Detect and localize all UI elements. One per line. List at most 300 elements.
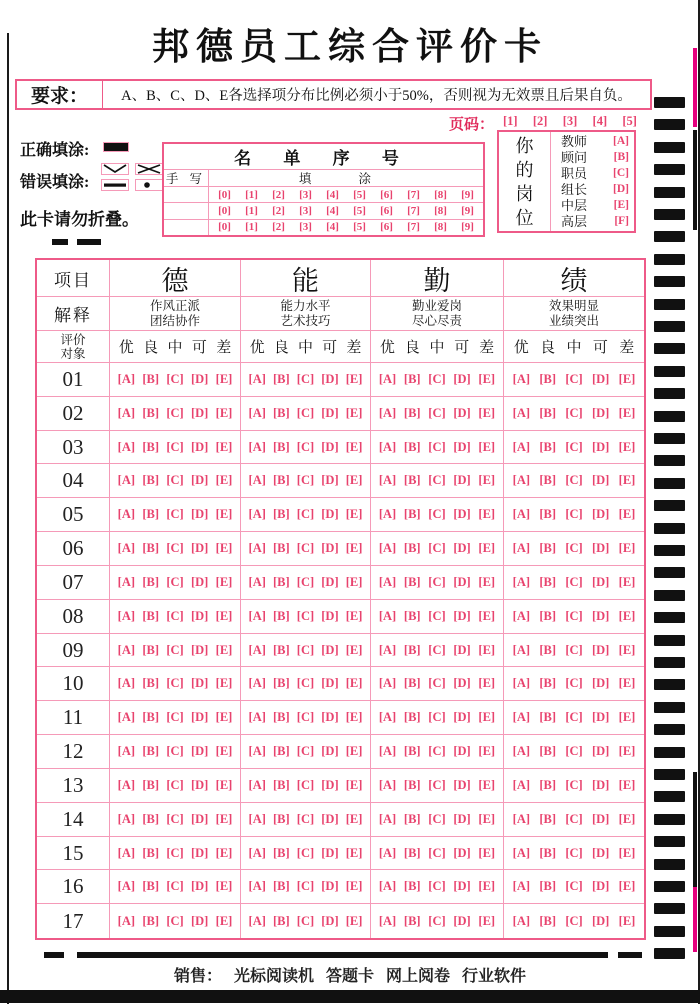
answer-option[interactable]: [C] [166,744,184,759]
answer-option[interactable]: [B] [142,473,159,488]
answer-option[interactable]: [E] [215,913,233,928]
answer-option[interactable]: [B] [403,879,421,894]
answer-option[interactable]: [E] [478,439,496,454]
answer-option[interactable]: [B] [539,541,556,556]
answer-option[interactable]: [A] [512,777,531,792]
handwrite-cell[interactable] [164,220,209,235]
answer-option[interactable]: [A] [117,913,136,928]
answer-option[interactable]: [C] [296,777,315,792]
answer-option[interactable]: [C] [565,473,583,488]
answer-option[interactable]: [E] [345,676,363,691]
answer-option[interactable]: [A] [117,371,136,386]
answer-option[interactable]: [B] [142,439,159,454]
answer-option[interactable]: [B] [403,574,421,589]
answer-option[interactable]: [B] [403,913,421,928]
answer-option[interactable]: [C] [428,507,446,522]
answer-option[interactable]: [A] [117,574,136,589]
answer-option[interactable]: [B] [142,405,159,420]
digit-option[interactable]: [3] [299,204,312,217]
answer-option[interactable]: [D] [591,744,610,759]
answer-option[interactable]: [E] [478,642,496,657]
digit-option[interactable]: [7] [407,221,420,234]
answer-option[interactable]: [C] [166,879,184,894]
answer-option[interactable]: [A] [378,507,397,522]
answer-option[interactable]: [C] [428,676,446,691]
answer-option[interactable]: [B] [273,676,290,691]
answer-option[interactable]: [A] [512,473,531,488]
answer-option[interactable]: [E] [215,574,233,589]
page-number-option[interactable]: [5] [622,114,637,128]
position-option-key[interactable]: [C] [613,167,629,180]
answer-option[interactable]: [C] [296,473,315,488]
answer-option[interactable]: [B] [539,777,556,792]
answer-option[interactable]: [B] [403,371,421,386]
answer-option[interactable]: [A] [512,405,531,420]
answer-option[interactable]: [B] [273,913,290,928]
answer-option[interactable]: [C] [166,845,184,860]
answer-option[interactable]: [A] [117,676,136,691]
answer-option[interactable]: [A] [378,845,397,860]
digit-option[interactable]: [2] [272,188,285,201]
answer-option[interactable]: [A] [512,811,531,826]
answer-option[interactable]: [B] [539,371,556,386]
answer-option[interactable]: [C] [166,371,184,386]
answer-option[interactable]: [C] [428,744,446,759]
answer-option[interactable]: [A] [117,507,136,522]
answer-option[interactable]: [B] [142,777,159,792]
answer-option[interactable]: [B] [539,845,556,860]
answer-option[interactable]: [D] [190,371,209,386]
answer-option[interactable]: [A] [248,710,266,725]
answer-option[interactable]: [B] [403,777,421,792]
answer-option[interactable]: [C] [166,574,184,589]
answer-option[interactable]: [B] [403,710,421,725]
answer-option[interactable]: [B] [142,710,159,725]
answer-option[interactable]: [C] [166,811,184,826]
answer-option[interactable]: [A] [117,744,136,759]
answer-option[interactable]: [E] [478,676,496,691]
answer-option[interactable]: [C] [565,574,583,589]
answer-option[interactable]: [A] [512,541,531,556]
answer-option[interactable]: [D] [453,676,471,691]
answer-option[interactable]: [B] [539,574,556,589]
answer-option[interactable]: [B] [539,473,556,488]
answer-option[interactable]: [A] [512,845,531,860]
answer-option[interactable]: [E] [345,879,363,894]
answer-option[interactable]: [D] [190,710,209,725]
answer-option[interactable]: [A] [378,777,397,792]
answer-option[interactable]: [A] [512,371,531,386]
answer-option[interactable]: [C] [565,710,583,725]
answer-option[interactable]: [D] [453,777,471,792]
answer-option[interactable]: [C] [166,541,184,556]
answer-option[interactable]: [D] [591,608,610,623]
answer-option[interactable]: [A] [117,845,136,860]
answer-option[interactable]: [C] [296,608,315,623]
answer-option[interactable]: [D] [321,405,339,420]
answer-option[interactable]: [D] [453,608,471,623]
answer-option[interactable]: [C] [296,845,315,860]
handwrite-cell[interactable] [164,203,209,218]
answer-option[interactable]: [B] [539,676,556,691]
digit-option[interactable]: [7] [407,188,420,201]
answer-option[interactable]: [B] [142,744,159,759]
answer-option[interactable]: [E] [345,710,363,725]
answer-option[interactable]: [B] [273,541,290,556]
answer-option[interactable]: [A] [378,541,397,556]
digit-option[interactable]: [2] [272,221,285,234]
answer-option[interactable]: [E] [345,777,363,792]
answer-option[interactable]: [A] [378,473,397,488]
answer-option[interactable]: [E] [215,473,233,488]
answer-option[interactable]: [C] [428,473,446,488]
answer-option[interactable]: [E] [215,710,233,725]
answer-option[interactable]: [D] [190,541,209,556]
answer-option[interactable]: [A] [512,913,531,928]
answer-option[interactable]: [B] [273,439,290,454]
answer-option[interactable]: [A] [378,439,397,454]
answer-option[interactable]: [B] [539,608,556,623]
answer-option[interactable]: [B] [539,913,556,928]
answer-option[interactable]: [A] [248,574,266,589]
answer-option[interactable]: [D] [453,541,471,556]
answer-option[interactable]: [B] [142,507,159,522]
answer-option[interactable]: [D] [190,811,209,826]
answer-option[interactable]: [B] [142,371,159,386]
answer-option[interactable]: [D] [591,913,610,928]
answer-option[interactable]: [B] [273,744,290,759]
digit-option[interactable]: [0] [218,204,231,217]
answer-option[interactable]: [A] [117,473,136,488]
answer-option[interactable]: [E] [478,473,496,488]
position-option-key[interactable]: [B] [613,151,629,164]
answer-option[interactable]: [C] [428,574,446,589]
answer-option[interactable]: [A] [117,642,136,657]
digit-option[interactable]: [3] [299,188,312,201]
answer-option[interactable]: [A] [248,676,266,691]
answer-option[interactable]: [E] [618,473,636,488]
digit-option[interactable]: [2] [272,204,285,217]
answer-option[interactable]: [E] [478,405,496,420]
position-option-key[interactable]: [F] [614,214,629,227]
answer-option[interactable]: [E] [618,710,636,725]
answer-option[interactable]: [E] [215,845,233,860]
answer-option[interactable]: [E] [345,473,363,488]
answer-option[interactable]: [B] [403,744,421,759]
answer-option[interactable]: [D] [453,845,471,860]
answer-option[interactable]: [C] [565,439,583,454]
answer-option[interactable]: [D] [190,913,209,928]
answer-option[interactable]: [A] [378,710,397,725]
digit-option[interactable]: [4] [326,188,339,201]
digit-option[interactable]: [9] [461,188,474,201]
answer-option[interactable]: [D] [190,777,209,792]
digit-option[interactable]: [5] [353,188,366,201]
answer-option[interactable]: [D] [190,473,209,488]
answer-option[interactable]: [A] [117,710,136,725]
answer-option[interactable]: [D] [591,642,610,657]
answer-option[interactable]: [D] [321,777,339,792]
answer-option[interactable]: [A] [117,439,136,454]
answer-option[interactable]: [C] [428,439,446,454]
answer-option[interactable]: [E] [345,744,363,759]
answer-option[interactable]: [B] [273,473,290,488]
answer-option[interactable]: [A] [248,879,266,894]
answer-option[interactable]: [E] [215,811,233,826]
answer-option[interactable]: [C] [166,608,184,623]
answer-option[interactable]: [B] [539,879,556,894]
answer-option[interactable]: [B] [142,676,159,691]
digit-option[interactable]: [8] [434,221,447,234]
answer-option[interactable]: [A] [512,642,531,657]
digit-option[interactable]: [4] [326,221,339,234]
answer-option[interactable]: [E] [478,541,496,556]
answer-option[interactable]: [A] [512,608,531,623]
answer-option[interactable]: [D] [321,507,339,522]
answer-option[interactable]: [E] [618,507,636,522]
answer-option[interactable]: [D] [321,473,339,488]
answer-option[interactable]: [D] [453,473,471,488]
answer-option[interactable]: [C] [565,642,583,657]
answer-option[interactable]: [D] [321,879,339,894]
answer-option[interactable]: [C] [296,574,315,589]
answer-option[interactable]: [E] [345,405,363,420]
answer-option[interactable]: [D] [591,777,610,792]
answer-option[interactable]: [B] [403,405,421,420]
answer-option[interactable]: [D] [321,541,339,556]
digit-option[interactable]: [0] [218,188,231,201]
answer-option[interactable]: [B] [403,473,421,488]
answer-option[interactable]: [A] [117,811,136,826]
answer-option[interactable]: [E] [618,541,636,556]
answer-option[interactable]: [B] [539,405,556,420]
answer-option[interactable]: [C] [565,405,583,420]
digit-option[interactable]: [8] [434,188,447,201]
answer-option[interactable]: [E] [478,777,496,792]
answer-option[interactable]: [C] [166,777,184,792]
answer-option[interactable]: [D] [321,574,339,589]
answer-option[interactable]: [D] [591,439,610,454]
answer-option[interactable]: [A] [248,371,266,386]
answer-option[interactable]: [C] [428,879,446,894]
answer-option[interactable]: [B] [273,507,290,522]
answer-option[interactable]: [E] [618,913,636,928]
answer-option[interactable]: [E] [478,913,496,928]
answer-option[interactable]: [D] [591,405,610,420]
answer-option[interactable]: [E] [345,439,363,454]
answer-option[interactable]: [E] [345,371,363,386]
answer-option[interactable]: [E] [618,642,636,657]
answer-option[interactable]: [A] [248,744,266,759]
answer-option[interactable]: [E] [478,710,496,725]
digit-option[interactable]: [9] [461,221,474,234]
answer-option[interactable]: [E] [215,507,233,522]
answer-option[interactable]: [A] [512,744,531,759]
answer-option[interactable]: [D] [321,811,339,826]
answer-option[interactable]: [C] [296,879,315,894]
answer-option[interactable]: [B] [142,608,159,623]
answer-option[interactable]: [C] [296,811,315,826]
answer-option[interactable]: [A] [378,405,397,420]
answer-option[interactable]: [D] [591,811,610,826]
answer-option[interactable]: [A] [248,473,266,488]
answer-option[interactable]: [A] [117,541,136,556]
answer-option[interactable]: [A] [248,642,266,657]
answer-option[interactable]: [B] [273,371,290,386]
answer-option[interactable]: [E] [618,371,636,386]
answer-option[interactable]: [D] [190,405,209,420]
answer-option[interactable]: [D] [190,879,209,894]
answer-option[interactable]: [C] [428,811,446,826]
answer-option[interactable]: [A] [117,777,136,792]
answer-option[interactable]: [B] [403,608,421,623]
answer-option[interactable]: [D] [190,676,209,691]
answer-option[interactable]: [D] [190,439,209,454]
answer-option[interactable]: [D] [453,439,471,454]
digit-option[interactable]: [5] [353,221,366,234]
answer-option[interactable]: [C] [565,811,583,826]
position-option-key[interactable]: [D] [613,182,629,195]
answer-option[interactable]: [D] [321,608,339,623]
answer-option[interactable]: [D] [591,507,610,522]
answer-option[interactable]: [B] [142,574,159,589]
answer-option[interactable]: [B] [142,642,159,657]
answer-option[interactable]: [A] [248,913,266,928]
digit-option[interactable]: [6] [380,188,393,201]
answer-option[interactable]: [E] [618,405,636,420]
answer-option[interactable]: [C] [565,541,583,556]
answer-option[interactable]: [E] [215,405,233,420]
answer-option[interactable]: [D] [453,913,471,928]
digit-option[interactable]: [1] [245,188,258,201]
answer-option[interactable]: [A] [378,744,397,759]
answer-option[interactable]: [D] [321,371,339,386]
answer-option[interactable]: [D] [190,642,209,657]
answer-option[interactable]: [E] [215,676,233,691]
answer-option[interactable]: [A] [248,777,266,792]
answer-option[interactable]: [C] [428,371,446,386]
answer-option[interactable]: [B] [142,541,159,556]
answer-option[interactable]: [C] [428,642,446,657]
answer-option[interactable]: [C] [166,439,184,454]
answer-option[interactable]: [A] [378,676,397,691]
answer-option[interactable]: [E] [618,811,636,826]
answer-option[interactable]: [E] [618,574,636,589]
answer-option[interactable]: [A] [378,913,397,928]
position-option-key[interactable]: [A] [613,135,629,148]
answer-option[interactable]: [B] [403,676,421,691]
answer-option[interactable]: [E] [478,574,496,589]
answer-option[interactable]: [E] [618,744,636,759]
answer-option[interactable]: [E] [345,811,363,826]
answer-option[interactable]: [D] [591,371,610,386]
answer-option[interactable]: [B] [142,845,159,860]
answer-option[interactable]: [C] [296,405,315,420]
page-number-option[interactable]: [2] [532,114,548,128]
answer-option[interactable]: [E] [618,676,636,691]
answer-option[interactable]: [E] [478,744,496,759]
answer-option[interactable]: [E] [215,439,233,454]
answer-option[interactable]: [C] [166,710,184,725]
page-number-option[interactable]: [3] [562,114,578,128]
answer-option[interactable]: [E] [478,845,496,860]
answer-option[interactable]: [D] [591,574,610,589]
answer-option[interactable]: [D] [321,439,339,454]
answer-option[interactable]: [D] [591,541,610,556]
answer-option[interactable]: [E] [215,541,233,556]
answer-option[interactable]: [E] [478,371,496,386]
digit-option[interactable]: [6] [380,221,393,234]
answer-option[interactable]: [C] [565,371,583,386]
answer-option[interactable]: [D] [321,744,339,759]
answer-option[interactable]: [A] [512,439,531,454]
answer-option[interactable]: [D] [591,710,610,725]
answer-option[interactable]: [B] [142,811,159,826]
answer-option[interactable]: [C] [565,913,583,928]
answer-option[interactable]: [B] [539,710,556,725]
answer-option[interactable]: [E] [345,845,363,860]
answer-option[interactable]: [C] [166,642,184,657]
answer-option[interactable]: [A] [378,642,397,657]
answer-option[interactable]: [A] [248,811,266,826]
digit-option[interactable]: [1] [245,221,258,234]
answer-option[interactable]: [E] [618,845,636,860]
answer-option[interactable]: [E] [345,642,363,657]
answer-option[interactable]: [A] [378,811,397,826]
digit-option[interactable]: [1] [245,204,258,217]
answer-option[interactable]: [B] [403,507,421,522]
answer-option[interactable]: [D] [453,811,471,826]
page-number-option[interactable]: [4] [592,114,608,128]
answer-option[interactable]: [A] [512,710,531,725]
answer-option[interactable]: [E] [618,439,636,454]
answer-option[interactable]: [A] [248,507,266,522]
answer-option[interactable]: [E] [618,777,636,792]
answer-option[interactable]: [A] [378,574,397,589]
answer-option[interactable]: [D] [321,913,339,928]
answer-option[interactable]: [A] [512,879,531,894]
digit-option[interactable]: [9] [461,204,474,217]
answer-option[interactable]: [B] [403,811,421,826]
answer-option[interactable]: [C] [565,777,583,792]
answer-option[interactable]: [C] [428,710,446,725]
answer-option[interactable]: [B] [273,642,290,657]
answer-option[interactable]: [C] [166,473,184,488]
answer-option[interactable]: [B] [403,642,421,657]
answer-option[interactable]: [D] [591,879,610,894]
answer-option[interactable]: [E] [618,879,636,894]
answer-option[interactable]: [D] [321,710,339,725]
answer-option[interactable]: [C] [428,405,446,420]
answer-option[interactable]: [E] [215,744,233,759]
answer-option[interactable]: [C] [565,845,583,860]
answer-option[interactable]: [D] [453,710,471,725]
digit-option[interactable]: [6] [380,204,393,217]
answer-option[interactable]: [B] [403,541,421,556]
digit-option[interactable]: [7] [407,204,420,217]
answer-option[interactable]: [A] [117,608,136,623]
answer-option[interactable]: [C] [428,541,446,556]
answer-option[interactable]: [B] [539,811,556,826]
answer-option[interactable]: [D] [453,642,471,657]
answer-option[interactable]: [C] [296,710,315,725]
answer-option[interactable]: [E] [345,507,363,522]
answer-option[interactable]: [D] [453,574,471,589]
answer-option[interactable]: [A] [378,879,397,894]
answer-option[interactable]: [D] [190,574,209,589]
answer-option[interactable]: [C] [565,608,583,623]
answer-option[interactable]: [E] [345,574,363,589]
